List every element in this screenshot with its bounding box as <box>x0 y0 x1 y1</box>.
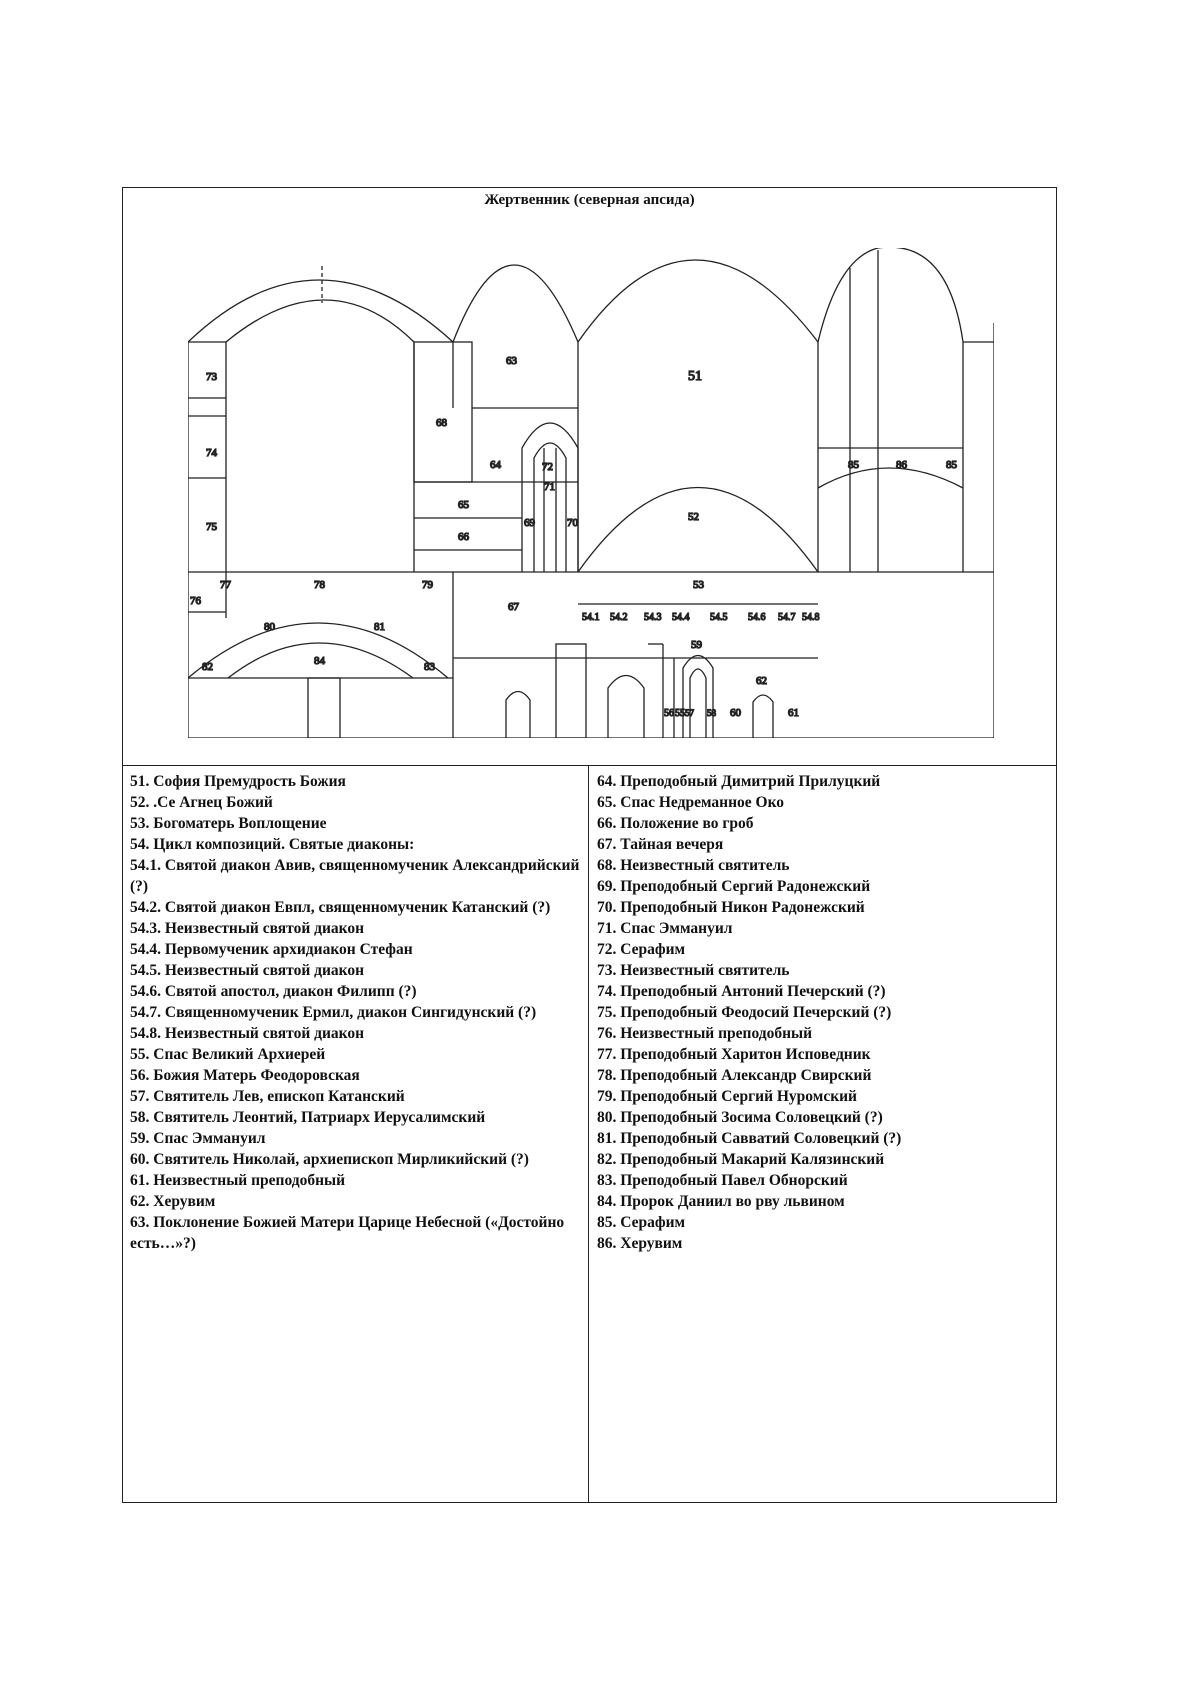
legend-item: 60. Святитель Николай, архиепископ Мирликийский (?) <box>130 1151 529 1168</box>
legend-item: 86. Херувим <box>597 1235 683 1252</box>
label-64: 64 <box>490 459 501 471</box>
legend-item: 81. Преподобный Савватий Соловецкий (?) <box>597 1130 902 1147</box>
legend-item: 54.6. Святой апостол, диакон Филипп (?) <box>130 983 417 1000</box>
label-77: 77 <box>220 579 231 591</box>
label-76: 76 <box>190 595 201 607</box>
label-69: 69 <box>524 517 535 529</box>
legend-item: 78. Преподобный Александр Свирский <box>597 1067 872 1084</box>
legend-item: 64. Преподобный Димитрий Прилуцкий <box>597 773 881 790</box>
label-54-4: 54.4 <box>672 612 690 623</box>
legend-item: 53. Богоматерь Воплощение <box>130 815 327 832</box>
legend-item: 62. Херувим <box>130 1193 216 1210</box>
label-62: 62 <box>756 675 767 687</box>
legend-item: 61. Неизвестный преподобный <box>130 1172 346 1189</box>
label-78: 78 <box>314 579 325 591</box>
legend-item: 83. Преподобный Павел Обнорский <box>597 1172 848 1189</box>
legend-item: 72. Серафим <box>597 941 686 958</box>
label-68: 68 <box>436 417 447 429</box>
legend-item: 54.1. Святой диакон Авив, священномученик Александрийский (?) <box>130 857 580 895</box>
label-79: 79 <box>422 579 433 591</box>
legend-item: 54.3. Неизвестный святой диакон <box>130 920 365 937</box>
label-54-5: 54.5 <box>710 612 728 623</box>
label-83: 83 <box>424 661 435 673</box>
label-55: 55 <box>675 708 685 719</box>
legend-item: 85. Серафим <box>597 1214 686 1231</box>
legend-item: 73. Неизвестный святитель <box>597 962 790 979</box>
label-82: 82 <box>202 661 213 673</box>
legend-item: 80. Преподобный Зосима Соловецкий (?) <box>597 1109 883 1126</box>
scheme-title: Жертвенник (северная апсида) <box>484 192 695 208</box>
legend-item: 68. Неизвестный святитель <box>597 857 790 874</box>
label-85-right: 85 <box>946 459 957 471</box>
label-57: 57 <box>685 708 694 718</box>
legend-column-rule <box>588 765 589 1502</box>
label-72: 72 <box>542 461 553 473</box>
label-59: 59 <box>691 639 702 651</box>
apse-scheme-diagram <box>188 248 994 738</box>
legend-item: 57. Святитель Лев, епископ Катанский <box>130 1088 405 1105</box>
label-66: 66 <box>458 531 469 543</box>
label-54-2: 54.2 <box>610 612 628 623</box>
legend-item: 63. Поклонение Божией Матери Царице Небесной («Достойно есть…»?) <box>130 1214 565 1252</box>
legend-right-column <box>597 771 1049 1254</box>
legend-item: 82. Преподобный Макарий Калязинский <box>597 1151 885 1168</box>
label-80: 80 <box>264 621 275 633</box>
label-74: 74 <box>206 447 217 459</box>
legend-item: 76. Неизвестный преподобный <box>597 1025 813 1042</box>
legend-item: 52. .Се Агнец Божий <box>130 794 273 811</box>
legend-item: 54.4. Первомученик архидиакон Стефан <box>130 941 413 958</box>
legend-item: 66. Положение во гроб <box>597 815 754 832</box>
label-63: 63 <box>506 355 517 367</box>
legend-item: 54.7. Священномученик Ермил, диакон Сингидунский (?) <box>130 1004 537 1021</box>
legend-item: 59. Спас Эммануил <box>130 1130 266 1147</box>
label-52: 52 <box>688 511 699 523</box>
legend-item: 67. Тайная вечеря <box>597 836 724 853</box>
legend-left-column <box>130 771 582 1254</box>
legend-item: 54. Цикл композиций. Святые диаконы: <box>130 836 415 853</box>
legend-item: 84. Пророк Даниил во рву львином <box>597 1193 845 1210</box>
label-51: 51 <box>688 369 702 384</box>
legend-item: 79. Преподобный Сергий Нуромский <box>597 1088 857 1105</box>
label-86: 86 <box>896 459 907 471</box>
label-70: 70 <box>567 517 578 529</box>
label-81: 81 <box>374 621 385 633</box>
legend-item: 54.5. Неизвестный святой диакон <box>130 962 365 979</box>
legend-item: 77. Преподобный Харитон Исповедник <box>597 1046 871 1063</box>
legend-top-rule <box>123 765 1056 766</box>
legend-item: 74. Преподобный Антоний Печерский (?) <box>597 983 886 1000</box>
label-61: 61 <box>788 707 799 719</box>
label-65: 65 <box>458 499 469 511</box>
label-60: 60 <box>730 707 741 719</box>
legend-item: 54.2. Святой диакон Евпл, священномученик Катанский (?) <box>130 899 551 916</box>
label-54-1: 54.1 <box>582 612 600 623</box>
legend-item: 70. Преподобный Никон Радонежский <box>597 899 865 916</box>
scheme-frame <box>122 187 1057 1503</box>
label-84: 84 <box>314 655 325 667</box>
label-73: 73 <box>206 371 217 383</box>
legend-item: 58. Святитель Леонтий, Патриарх Иерусалимский <box>130 1109 486 1126</box>
legend-item: 69. Преподобный Сергий Радонежский <box>597 878 871 895</box>
legend-item: 55. Спас Великий Архиерей <box>130 1046 326 1063</box>
label-54-7: 54.7 <box>778 612 796 623</box>
label-67: 67 <box>508 601 519 613</box>
label-75: 75 <box>206 521 217 533</box>
legend-item: 65. Спас Недреманное Око <box>597 794 785 811</box>
label-71: 71 <box>544 481 555 493</box>
legend-item: 75. Преподобный Феодосий Печерский (?) <box>597 1004 892 1021</box>
label-54-3: 54.3 <box>644 612 662 623</box>
legend-item: 56. Божия Матерь Феодоровская <box>130 1067 360 1084</box>
legend-item: 54.8. Неизвестный святой диакон <box>130 1025 365 1042</box>
legend-item: 51. София Премудрость Божия <box>130 773 346 790</box>
label-54-6: 54.6 <box>748 612 766 623</box>
label-56: 56 <box>664 708 674 719</box>
label-85-left: 85 <box>848 459 859 471</box>
label-54-8: 54.8 <box>802 612 820 623</box>
label-53: 53 <box>693 579 704 591</box>
label-58: 58 <box>707 708 716 718</box>
legend-item: 71. Спас Эммануил <box>597 920 733 937</box>
